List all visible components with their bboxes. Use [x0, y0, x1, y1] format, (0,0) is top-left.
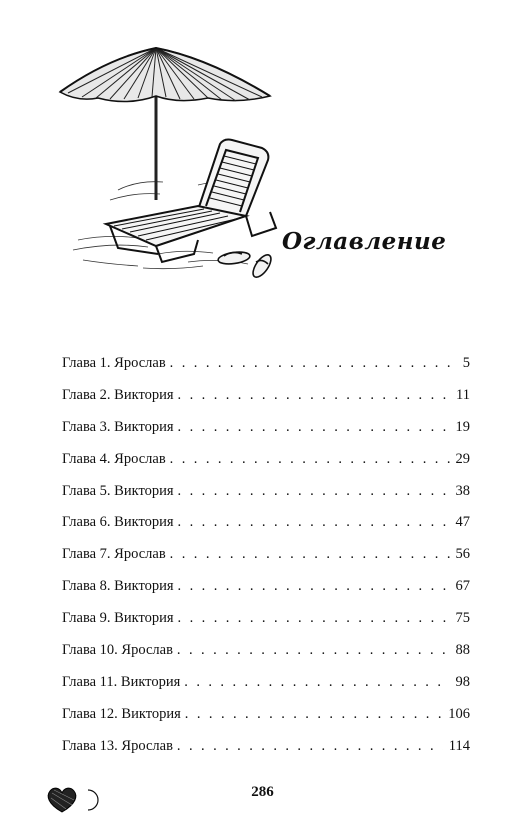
toc-entry: [62, 415, 470, 447]
toc-entry-page: 19: [455, 418, 470, 435]
toc-entry-page: 11: [456, 386, 470, 403]
slippers: [217, 250, 274, 280]
toc-entry-page: 47: [455, 514, 470, 531]
toc-entry-label: Глава 5. Виктория: [62, 482, 174, 499]
toc-entry-page: 88: [455, 642, 470, 659]
toc-leader-dots: [178, 510, 450, 534]
toc-entry-label: Глава 7. Ярослав: [62, 546, 166, 563]
page-title: Оглавление: [282, 228, 447, 255]
toc-entry-label: Глава 6. Виктория: [62, 514, 174, 531]
toc-entry-page: 56: [455, 546, 470, 563]
toc-entry-label: Глава 10. Ярослав: [62, 642, 173, 659]
toc-entry: [62, 606, 470, 638]
toc-entry: [62, 383, 470, 415]
toc-leader-dots: [178, 574, 450, 598]
toc-leader-dots: [170, 447, 450, 471]
toc-leader-dots: [178, 606, 450, 630]
toc-entry-page: 75: [455, 610, 470, 627]
toc-leader-dots: [178, 415, 450, 439]
toc-entry-label: Глава 1. Ярослав: [62, 355, 166, 371]
toc-entry-page: 67: [455, 578, 470, 595]
toc-leader-dots: [177, 638, 450, 662]
toc-entry-label: Глава 3. Виктория: [62, 418, 174, 435]
toc-entry-page: 38: [455, 482, 470, 499]
toc-entry-label: Глава 9. Виктория: [62, 610, 174, 627]
toc-entry: [62, 638, 470, 670]
toc-leader-dots: [185, 702, 442, 726]
toc-entry: [62, 574, 470, 606]
toc-entry-label: Глава 2. Виктория: [62, 386, 174, 403]
toc-entry-page: 29: [455, 450, 470, 467]
table-of-contents: [62, 351, 470, 766]
umbrella-canopy: [60, 48, 270, 102]
toc-entry-label: Глава 13. Ярослав: [62, 737, 173, 754]
toc-entry: [62, 447, 470, 479]
page-number: 286: [251, 784, 274, 800]
toc-entry: [62, 702, 470, 734]
toc-leader-dots: [170, 351, 457, 375]
toc-entry: [62, 351, 470, 383]
toc-entry: [62, 510, 470, 542]
toc-entry-label: Глава 4. Ярослав: [62, 450, 166, 467]
toc-entry-label: Глава 8. Виктория: [62, 578, 174, 595]
toc-entry-page: 98: [455, 673, 470, 690]
toc-entry: [62, 734, 470, 766]
toc-entry: [62, 479, 470, 511]
beach-illustration: [48, 40, 288, 290]
toc-leader-dots: [170, 542, 450, 566]
toc-entry-label: Глава 12. Виктория: [62, 705, 181, 722]
toc-leader-dots: [178, 479, 450, 503]
toc-leader-dots: [178, 383, 450, 407]
toc-entry: [62, 542, 470, 574]
toc-entry: [62, 670, 470, 702]
toc-entry-page: 106: [448, 705, 470, 722]
toc-entry-page: 5: [462, 355, 470, 371]
beach-lounger: [106, 140, 276, 263]
toc-leader-dots: [177, 734, 443, 758]
toc-entry-label: Глава 11. Виктория: [62, 673, 181, 690]
toc-entry-page: 114: [448, 737, 470, 754]
toc-leader-dots: [184, 670, 449, 694]
